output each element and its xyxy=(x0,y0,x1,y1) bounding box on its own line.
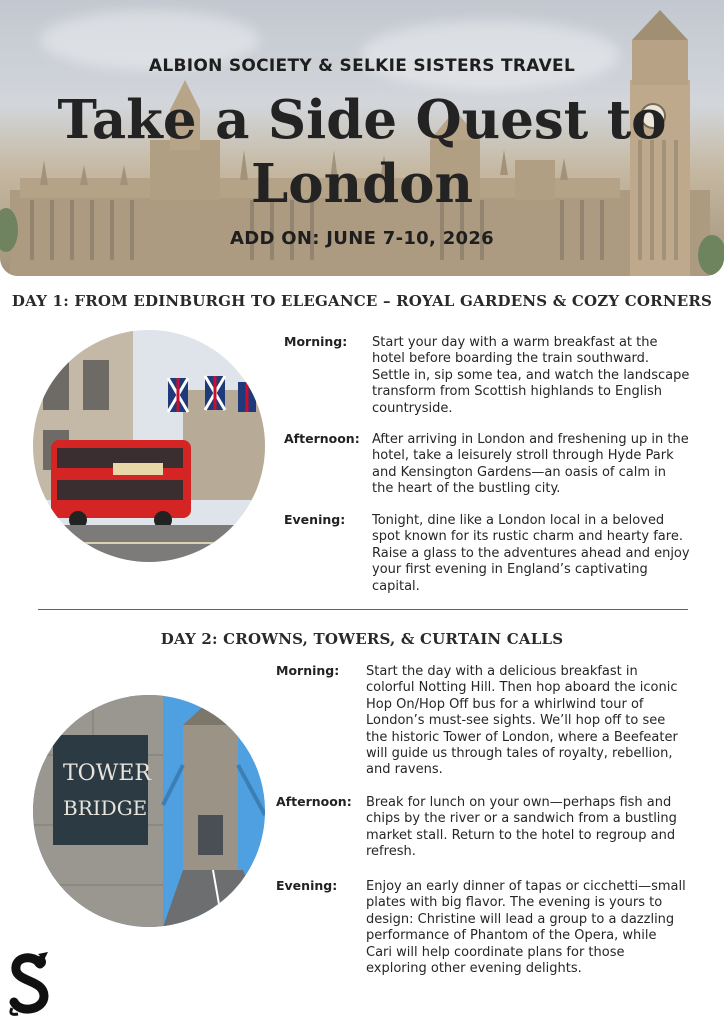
selkie-s-logo-icon xyxy=(4,950,56,1018)
section-divider xyxy=(38,609,688,610)
day-2-morning-label: Morning: xyxy=(276,663,340,678)
page-title xyxy=(0,88,724,216)
tower-bridge-photo xyxy=(33,695,265,927)
day-2-afternoon-label: Afternoon: xyxy=(276,794,352,809)
red-double-decker-bus-photo xyxy=(33,330,265,562)
sign-line-1: TOWER xyxy=(63,761,151,786)
day-2-evening-text: Enjoy an early dinner of tapas or cicchetti—small plates with big flavor. The evening is yours to design: Christine will lead a group to a dazzling performance of Phantom of the Opera, while Cari will help coordinate plans for those exploring other evening delights. xyxy=(366,879,686,977)
day-1-afternoon-text: After arriving in London and freshening up in the hotel, take a leisurely stroll through Hyde Park and Kensington Gardens—an oasis of calm in the heart of the bustling city. xyxy=(372,432,689,497)
title-line-1: Take a Side Quest to xyxy=(57,89,667,151)
day-2-evening-label: Evening: xyxy=(276,878,338,893)
day-2-heading: DAY 2: CROWNS, TOWERS, & CURTAIN CALLS xyxy=(160,630,564,648)
day-1-evening-label: Evening: xyxy=(284,512,346,527)
day-2-afternoon-text: Break for lunch on your own—perhaps fish and chips by the river or a sandwich from a bustling market stall. Return to the hotel to regroup and refresh. xyxy=(366,795,677,860)
day-2-morning-text: Start the day with a delicious breakfast in colorful Notting Hill. Then hop aboard the iconic Hop On/Hop Off bus for a whirlwind tour of London’s must-see sights. We’ll hop off to see the historic Tower of London, where a Beefeater will guide us through tales of royalty, rebellion, and ravens. xyxy=(366,664,678,778)
day-1-morning-label: Morning: xyxy=(284,334,348,349)
day-1-evening-text: Tonight, dine like a London local in a beloved spot known for its rustic charm and hearty fare. Raise a glass to the adventures ahead and enjoy your first evening in England’s captivating capital. xyxy=(372,513,690,594)
organization-name: ALBION SOCIETY & SELKIE SISTERS TRAVEL xyxy=(148,56,576,76)
sign-line-2: BRIDGE xyxy=(63,796,148,820)
title-line-2: London xyxy=(250,153,474,215)
day-1-morning-text: Start your day with a warm breakfast at the hotel before boarding the train southward. Settle in, sip some tea, and watch the landscape transform from Scottish highlands to English countryside. xyxy=(372,335,690,416)
add-on-dates: ADD ON: JUNE 7-10, 2026 xyxy=(230,228,494,249)
day-1-afternoon-label: Afternoon: xyxy=(284,431,360,446)
day-1-heading: DAY 1: FROM EDINBURGH TO ELEGANCE – ROYAL GARDENS & COZY CORNERS xyxy=(11,292,713,310)
